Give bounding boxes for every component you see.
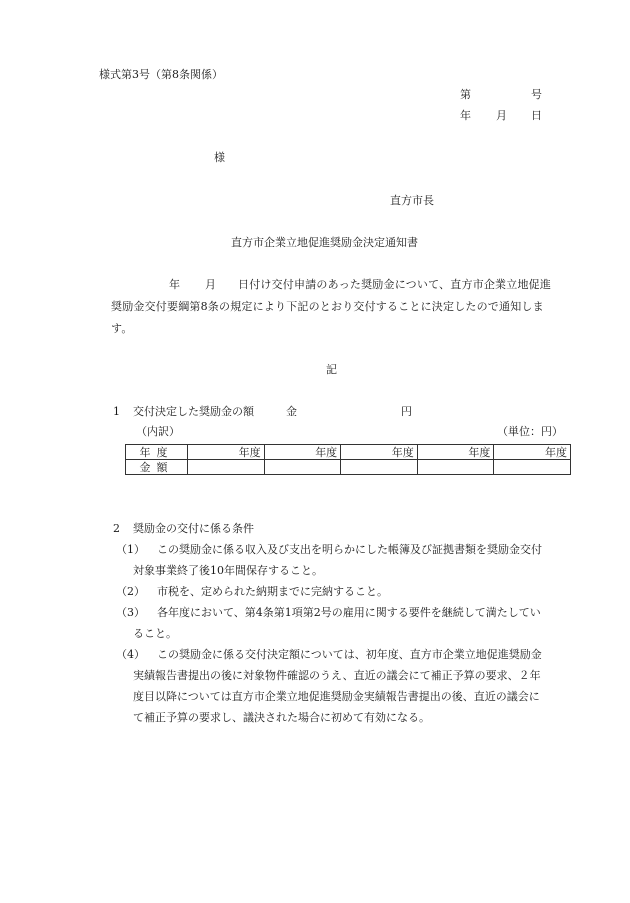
section1-label: 交付決定した奨励金の額	[133, 405, 254, 418]
condition-line: 度目以降については直方市企業立地促進奨励金実績報告書提出の後、直近の議会に	[133, 690, 540, 703]
date-day: 日	[531, 109, 542, 122]
year-cell: 年度	[341, 445, 418, 460]
amount-cell	[417, 460, 494, 475]
form-label: 様式第3号（第8条関係）	[99, 68, 223, 81]
condition-line: ること。	[133, 627, 177, 640]
page-title: 直方市企業立地促進奨励金決定通知書	[231, 236, 418, 249]
year-cell: 年度	[264, 445, 341, 460]
condition-line: 対象事業終了後10年間保存すること。	[133, 564, 323, 577]
year-cell: 年度	[494, 445, 571, 460]
date-year: 年	[460, 109, 471, 122]
issuer: 直方市長	[390, 194, 434, 207]
condition-line: この奨励金に係る交付決定額については、初年度、直方市企業立地促進奨励金	[157, 648, 542, 661]
condition-line: 実績報告書提出の後に対象物件確認のうえ、直近の議会にて補正予算の要求、２年	[133, 669, 541, 682]
breakdown-label: （内訳）	[136, 425, 180, 438]
section1-kin: 金	[286, 405, 297, 418]
amount-header-cell: 金額	[126, 460, 188, 475]
unit-label: （単位：円）	[497, 425, 563, 438]
section2-title: 奨励金の交付に係る条件	[133, 522, 254, 535]
doc-number-suffix: 号	[531, 88, 542, 101]
condition-number: （3）	[116, 606, 145, 619]
intro-year: 年	[169, 278, 180, 291]
condition-line: 各年度において、第4条第1項第2号の雇用に関する要件を継続して満たしてい	[157, 606, 541, 619]
condition-number: （2）	[116, 585, 145, 598]
date-month: 月	[496, 109, 507, 122]
intro-line-3: す。	[111, 322, 133, 335]
condition-line: 市税を、定められた納期までに完納すること。	[157, 585, 388, 598]
doc-number-prefix: 第	[460, 88, 471, 101]
year-cell: 年度	[188, 445, 265, 460]
intro-line-2: 奨励金交付要綱第8条の規定により下記のとおり交付することに決定したので通知しま	[111, 300, 544, 313]
table-row	[126, 445, 571, 460]
amount-cell	[341, 460, 418, 475]
intro-line-1: 日付け交付申請のあった奨励金について、直方市企業立地促進	[238, 278, 552, 291]
year-header-cell: 年度	[126, 445, 188, 460]
condition-number: （4）	[116, 648, 145, 661]
amount-cell	[264, 460, 341, 475]
condition-number: （1）	[116, 543, 145, 556]
addressee-suffix: 様	[214, 151, 225, 164]
section2-number: 2	[113, 522, 120, 535]
condition-line: この奨励金に係る収入及び支出を明らかにした帳簿及び証拠書類を奨励金交付	[157, 543, 542, 556]
ki-heading: 記	[326, 363, 337, 376]
amount-table	[125, 444, 571, 475]
amount-cell	[494, 460, 571, 475]
intro-month: 月	[205, 278, 216, 291]
section1-yen: 円	[401, 405, 412, 418]
table-row	[126, 460, 571, 475]
section1-number: 1	[113, 405, 120, 418]
amount-cell	[188, 460, 265, 475]
condition-line: て補正予算の要求し、議決された場合に初めて有効になる。	[133, 711, 430, 724]
year-cell: 年度	[417, 445, 494, 460]
